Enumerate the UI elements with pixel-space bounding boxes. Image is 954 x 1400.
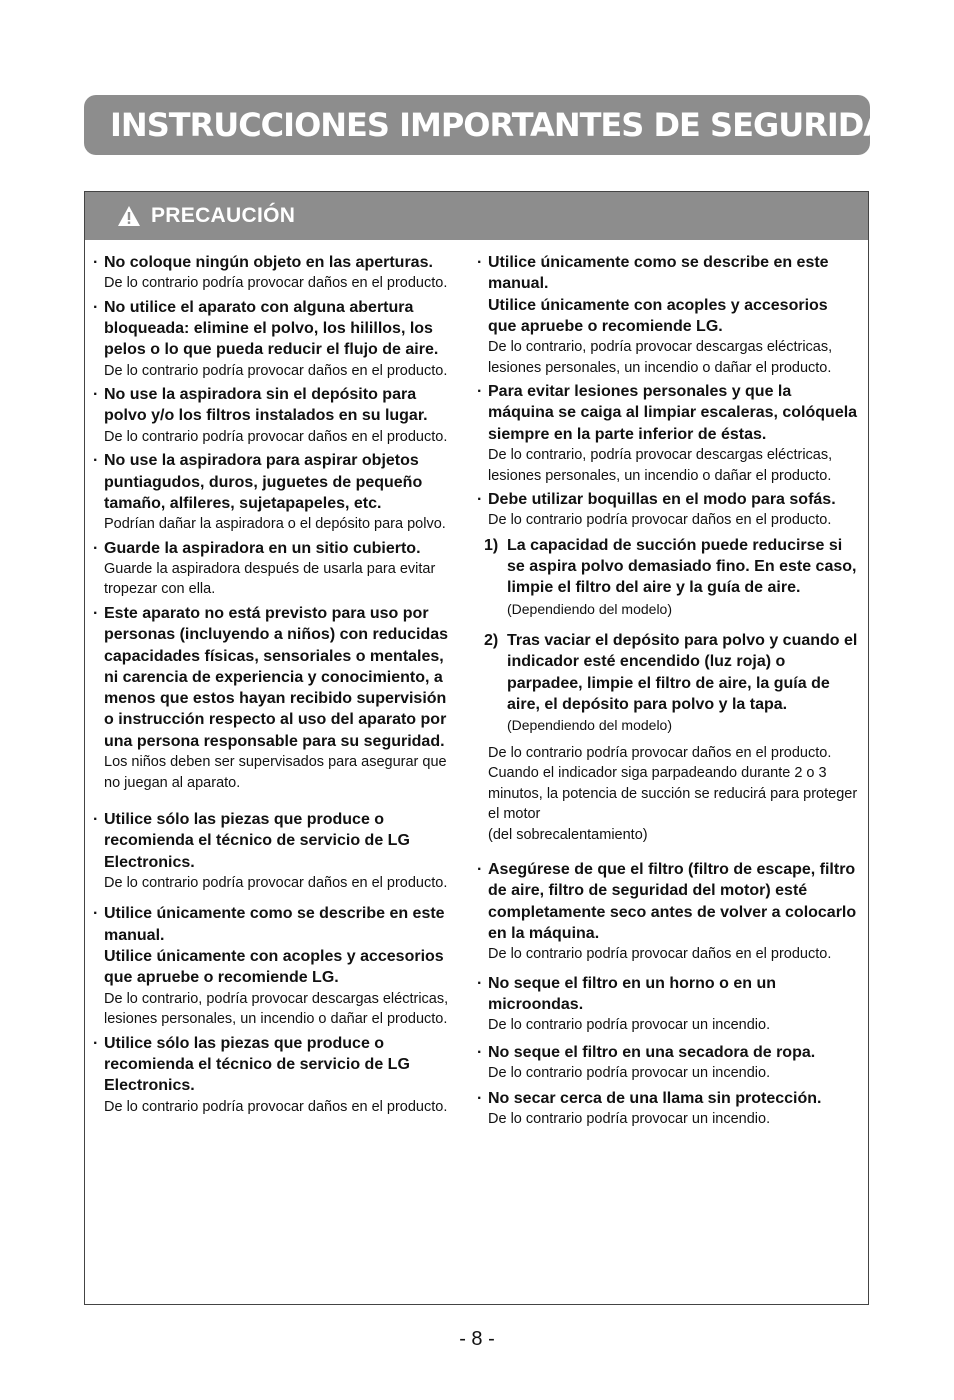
list-item: · No seque el filtro en una secadora de ropa. De lo contrario podría provocar un incendio.	[475, 1042, 860, 1084]
numbered-item: 1) La capacidad de succión puede reducirse si se aspira polvo demasiado fino. En este caso, limpie el filtro del aire y la guía de aire. (Dependiendo del modelo)	[484, 536, 857, 617]
list-item: · Guarde la aspiradora en un sitio cubierto. Guarde la aspiradora después de usarla para evitar tropezar con ella.	[91, 538, 459, 600]
list-item: · No seque el filtro en un horno o en un microondas. De lo contrario podría provocar un incendio.	[475, 973, 860, 1036]
list-item: · No utilice el aparato con alguna abertura bloqueada: elimine el polvo, los hilillos, los pelos o lo que pueda reducir el flujo de aire. De lo contrario podría provocar daños en el producto.	[91, 297, 459, 381]
list-item: · Utilice sólo las piezas que produce o recomienda el técnico de servicio de LG Electronics. De lo contrario podría provocar daños en el producto.	[91, 1033, 459, 1117]
page-number: - 8 -	[459, 1328, 495, 1350]
caution-title: PRECAUCIÓN	[151, 204, 296, 227]
list-item: · Utilice únicamente como se describe en este manual. Utilice únicamente con acoples y accesorios que apruebe o recomiende LG. De lo contrario, podría provocar descargas eléctricas, lesiones personales, un incendio o dañar el producto.	[475, 252, 860, 378]
warning-triangle-icon	[117, 205, 141, 227]
numbered-note: De lo contrario podría provocar daños en el producto. Cuando el indicador siga parpadeando durante 2 o 3 minutos, la potencia de succión se reducirá para proteger el motor (del sobrecalentamiento)	[488, 744, 858, 843]
list-item: · Asegúrese de que el filtro (filtro de escape, filtro de aire, filtro de seguridad del motor) esté completamente seco antes de volver a colocarlo en la máquina. De lo contrario podría provocar daños en el producto.	[475, 859, 860, 965]
list-item: · No secar cerca de una llama sin protección. De lo contrario podría provocar un incendio.	[475, 1088, 860, 1130]
list-item: · No use la aspiradora para aspirar objetos puntiagudos, duros, juguetes de pequeño tamaño, alfileres, sujetapapeles, etc. Podrían dañar la aspiradora o el depósito para polvo.	[91, 450, 459, 534]
caution-header	[85, 192, 868, 240]
list-item: · Utilice únicamente como se describe en este manual. Utilice únicamente con acoples y accesorios que apruebe o recomiende LG. De lo contrario, podría provocar descargas eléctricas, lesiones personales, un incendio o dañar el producto.	[91, 903, 459, 1029]
list-item: · No use la aspiradora sin el depósito para polvo y/o los filtros instalados en su lugar. De lo contrario podría provocar daños en el producto.	[91, 384, 459, 447]
page-title: INSTRUCCIONES IMPORTANTES DE SEGURIDAD	[110, 106, 913, 144]
title-banner	[84, 95, 913, 155]
left-column	[91, 252, 459, 1120]
numbered-item: 2) Tras vaciar el depósito para polvo y cuando el indicador esté encendido (luz roja) o parpadee, limpie el filtro de aire, la guía de aire, el depósito para polvo y la tapa. (Dependiendo del modelo)	[484, 632, 858, 734]
list-item: · Debe utilizar boquillas en el modo para sofás. De lo contrario podría provocar daños en el producto.	[475, 489, 860, 531]
list-item: · Este aparato no está previsto para uso por personas (incluyendo a niños) con reducidas capacidades físicas, sensoriales o mentales, ni carencia de experiencia y conocimiento, a menos que estos hayan recibido supervisión o instrucción respecto al uso del aparato por una persona responsable para su seguridad. Los niños deben ser supervisados para asegurar que no juegan al aparato.	[91, 603, 459, 793]
list-item: · No coloque ningún objeto en las aperturas. De lo contrario podría provocar daños en el producto.	[91, 252, 459, 294]
right-column	[475, 252, 860, 1132]
list-item: · Utilice sólo las piezas que produce o recomienda el técnico de servicio de LG Electronics. De lo contrario podría provocar daños en el producto.	[91, 809, 459, 893]
caution-box	[84, 191, 869, 1305]
list-item: · Para evitar lesiones personales y que la máquina se caiga al limpiar escaleras, colóquela siempre en la parte inferior de éstas. De lo contrario, podría provocar descargas eléctricas, lesiones personales, un incendio o dañar el producto.	[475, 381, 860, 486]
